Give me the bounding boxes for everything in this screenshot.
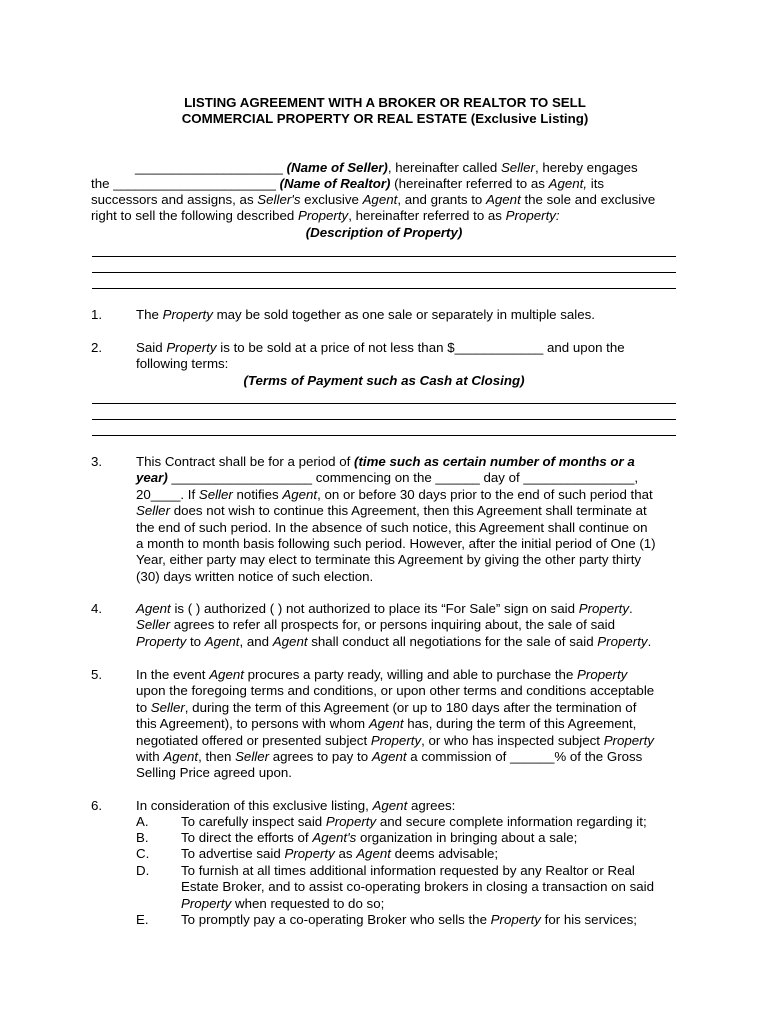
item-d-letter: D. [136, 863, 150, 878]
section-3-text: This Contract shall be for a period of (time such as certain number of months or a year) ___________________ commencing on the ______ day of _______________, 20____. If Seller notifies Agent, on or before 30 days prior to the end of such period that Seller does not wish to continue this Agreement, then this Agreement shall terminate at the end of such period. In the absence of such notice, this Agreement shall continue on a month to month basis following such period. However, after the initial period of One (1) Year, either party may elect to terminate this Agreement by giving the other party thirty (30) days written notice of such election. [136, 454, 656, 584]
intro-line3: successors and assigns, as Seller's exclusive Agent, and grants to Agent the sole and exclusive [91, 192, 656, 207]
terms-line-2 [92, 419, 676, 420]
name-of-seller-label: (Name of Seller) [286, 160, 388, 175]
name-of-realtor-label: (Name of Realtor) [279, 176, 391, 191]
item-e-letter: E. [136, 912, 149, 927]
terms-line-3 [92, 435, 676, 436]
item-b-letter: B. [136, 830, 149, 845]
section-5-text: In the event Agent procures a party ready, willing and able to purchase the Property upon the foregoing terms and conditions, or upon other terms and conditions acceptable to Seller, during the term of this Agreement (or up to 180 days after the termination of this Agreement), to persons with whom Agent has, during the term of this Agreement, negotiated offered or presented subject Property, or who has inspected subject Property with Agent, then Seller agrees to pay to Agent a commission of ______% of the Gross Selling Price agreed upon. [136, 667, 655, 781]
item-c-letter: C. [136, 846, 150, 861]
document-title-line2: COMMERCIAL PROPERTY OR REAL ESTATE (Exclusive Listing) [181, 111, 589, 126]
section-1-text: The Property may be sold together as one sale or separately in multiple sales. [136, 307, 595, 322]
intro-line1: ____________________ (Name of Seller), hereinafter called Seller, hereby engages [135, 160, 638, 175]
terms-line-1 [92, 403, 676, 404]
intro-line4: right to sell the following described Property, hereinafter referred to as Property: [91, 208, 560, 223]
description-of-property-heading: (Description of Property) [305, 225, 463, 240]
description-line-2 [92, 272, 676, 273]
description-line-3 [92, 288, 676, 289]
intro-line2: the ______________________ (Name of Realtor) (hereinafter referred to as Agent, its [91, 176, 605, 191]
section-4-number: 4. [91, 601, 103, 616]
document-title-line1: LISTING AGREEMENT WITH A BROKER OR REALTOR TO SELL [184, 95, 586, 110]
item-e-text: To promptly pay a co-operating Broker who sells the Property for his services; [181, 912, 637, 927]
item-c-text: To advertise said Property as Agent deems advisable; [181, 846, 499, 861]
terms-of-payment-heading: (Terms of Payment such as Cash at Closing) [243, 373, 525, 388]
section-6-intro: In consideration of this exclusive listing, Agent agrees: [136, 798, 456, 813]
description-line-1 [92, 256, 676, 257]
section-2-number: 2. [91, 340, 103, 355]
section-4-text: Agent is ( ) authorized ( ) not authorized to place its “For Sale” sign on said Property. Seller agrees to refer all prospects for, or persons inquiring about, the sale of said Property to Agent, and Agent shall conduct all negotiations for the sale of said Property. [136, 601, 652, 649]
section-5-number: 5. [91, 667, 103, 682]
seller-name-blank: ____________________ [135, 160, 283, 175]
item-a-text: To carefully inspect said Property and secure complete information regarding it; [181, 814, 647, 829]
item-a-letter: A. [136, 814, 149, 829]
section-1-number: 1. [91, 307, 103, 322]
item-d-text: To furnish at all times additional information requested by any Realtor or Real Estate Broker, and to assist co-operating brokers in closing a transaction on said Property when requested to do so; [181, 863, 655, 911]
item-b-text: To direct the efforts of Agent's organization in bringing about a sale; [181, 830, 578, 845]
section-6-number: 6. [91, 798, 103, 813]
realtor-name-blank: ______________________ [113, 176, 276, 191]
section-2-text: Said Property is to be sold at a price of not less than $____________ and upon the following terms: [136, 340, 625, 372]
section-3-number: 3. [91, 454, 103, 469]
